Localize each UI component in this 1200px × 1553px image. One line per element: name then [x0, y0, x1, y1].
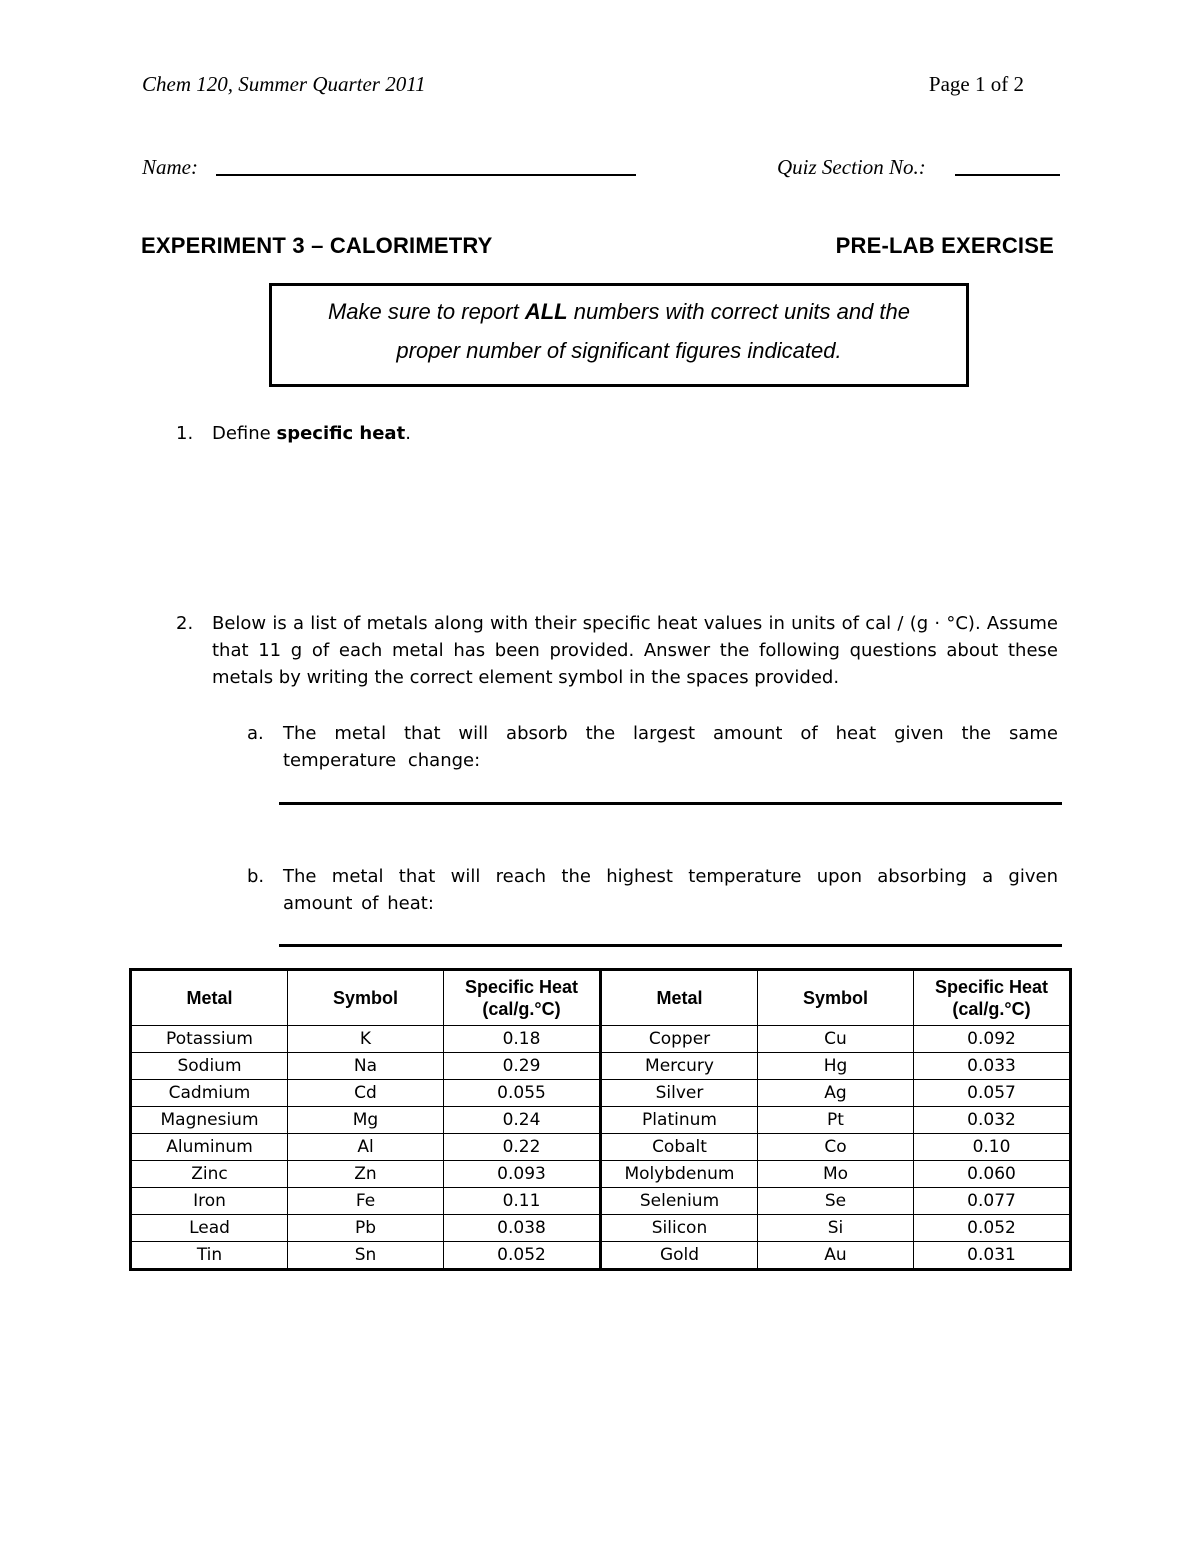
- metal-cell: Iron: [131, 1188, 288, 1215]
- specific-heat-cell: 0.055: [444, 1080, 601, 1107]
- header-heat-left: Specific Heat (cal/g.°C): [444, 970, 601, 1026]
- answer-2a-line[interactable]: [279, 802, 1062, 805]
- table-row: [131, 1053, 1071, 1080]
- quiz-section-field[interactable]: [955, 174, 1060, 176]
- metal-cell: Cadmium: [131, 1080, 288, 1107]
- symbol-cell: Au: [758, 1242, 914, 1270]
- symbol-cell: Na: [288, 1053, 444, 1080]
- specific-heat-cell: 0.057: [914, 1080, 1071, 1107]
- symbol-cell: Al: [288, 1134, 444, 1161]
- specific-heat-table: [129, 968, 1072, 1271]
- notice-line-1: Make sure to report ALL numbers with correct units and the: [327, 299, 911, 324]
- specific-heat-cell: 0.29: [444, 1053, 601, 1080]
- specific-heat-cell: 0.033: [914, 1053, 1071, 1080]
- header-metal-left: Metal: [131, 970, 288, 1026]
- question-1-number: 1.: [176, 423, 194, 444]
- metal-cell: Zinc: [131, 1161, 288, 1188]
- specific-heat-cell: 0.093: [444, 1161, 601, 1188]
- notice-box: [269, 283, 969, 387]
- table-row: [131, 1026, 1071, 1053]
- question-2a-text: The metal that will absorb the largest amount of heat given the same temperature change:: [283, 723, 1058, 771]
- metal-cell: Silicon: [601, 1215, 758, 1242]
- symbol-cell: Pt: [758, 1107, 914, 1134]
- metal-cell: Copper: [601, 1026, 758, 1053]
- question-2-number: 2.: [176, 613, 194, 634]
- notice-line-2: proper number of significant figures indicated.: [396, 338, 842, 363]
- specific-heat-cell: 0.031: [914, 1242, 1071, 1270]
- specific-heat-cell: 0.24: [444, 1107, 601, 1134]
- table-row: [131, 1161, 1071, 1188]
- prelab-title: PRE-LAB EXERCISE: [835, 233, 1054, 258]
- specific-heat-cell: 0.11: [444, 1188, 601, 1215]
- symbol-cell: Pb: [288, 1215, 444, 1242]
- metal-cell: Potassium: [131, 1026, 288, 1053]
- symbol-cell: Se: [758, 1188, 914, 1215]
- symbol-cell: Hg: [758, 1053, 914, 1080]
- metal-cell: Platinum: [601, 1107, 758, 1134]
- specific-heat-cell: 0.052: [444, 1242, 601, 1270]
- question-2b-label: b.: [247, 866, 265, 887]
- header-metal-right: Metal: [601, 970, 758, 1026]
- experiment-title: EXPERIMENT 3 – CALORIMETRY: [141, 233, 493, 258]
- metal-cell: Silver: [601, 1080, 758, 1107]
- header-symbol-left: Symbol: [288, 970, 444, 1026]
- symbol-cell: Co: [758, 1134, 914, 1161]
- table-row: [131, 1188, 1071, 1215]
- table-row: [131, 1107, 1071, 1134]
- symbol-cell: Si: [758, 1215, 914, 1242]
- metal-cell: Magnesium: [131, 1107, 288, 1134]
- name-label: Name:: [142, 155, 198, 179]
- specific-heat-cell: 0.18: [444, 1026, 601, 1053]
- symbol-cell: Ag: [758, 1080, 914, 1107]
- metal-cell: Mercury: [601, 1053, 758, 1080]
- table-row: [131, 1215, 1071, 1242]
- page-number: Page 1 of 2: [928, 72, 1024, 96]
- course-header: Chem 120, Summer Quarter 2011: [142, 72, 426, 96]
- symbol-cell: Cu: [758, 1026, 914, 1053]
- question-2-text: Below is a list of metals along with their specific heat values in units of cal / (g · °C). Assume that 11 g of each metal has been provided. Answer the following questions about these metals by writing the correct element symbol in the spaces provided.: [212, 613, 1058, 688]
- answer-2b-line[interactable]: [279, 944, 1062, 947]
- table-row: [131, 1134, 1071, 1161]
- metal-cell: Molybdenum: [601, 1161, 758, 1188]
- question-2a-label: a.: [247, 723, 264, 744]
- symbol-cell: Zn: [288, 1161, 444, 1188]
- specific-heat-cell: 0.092: [914, 1026, 1071, 1053]
- header-heat-right: Specific Heat (cal/g.°C): [914, 970, 1071, 1026]
- specific-heat-cell: 0.22: [444, 1134, 601, 1161]
- specific-heat-cell: 0.052: [914, 1215, 1071, 1242]
- specific-heat-cell: 0.032: [914, 1107, 1071, 1134]
- table-row: [131, 1080, 1071, 1107]
- table-row: [131, 1242, 1071, 1270]
- specific-heat-cell: 0.038: [444, 1215, 601, 1242]
- table-header-row: [131, 970, 1071, 1026]
- question-2b-text: The metal that will reach the highest temperature upon absorbing a given amount of heat:: [283, 866, 1058, 914]
- specific-heat-cell: 0.10: [914, 1134, 1071, 1161]
- symbol-cell: K: [288, 1026, 444, 1053]
- quiz-section-label: Quiz Section No.:: [777, 155, 926, 179]
- header-symbol-right: Symbol: [758, 970, 914, 1026]
- specific-heat-cell: 0.077: [914, 1188, 1071, 1215]
- symbol-cell: Mg: [288, 1107, 444, 1134]
- metal-cell: Gold: [601, 1242, 758, 1270]
- metal-cell: Sodium: [131, 1053, 288, 1080]
- metal-cell: Cobalt: [601, 1134, 758, 1161]
- name-field[interactable]: [216, 174, 636, 176]
- symbol-cell: Fe: [288, 1188, 444, 1215]
- symbol-cell: Mo: [758, 1161, 914, 1188]
- specific-heat-cell: 0.060: [914, 1161, 1071, 1188]
- question-1-text: Define specific heat.: [212, 423, 411, 444]
- metal-cell: Aluminum: [131, 1134, 288, 1161]
- symbol-cell: Sn: [288, 1242, 444, 1270]
- metal-cell: Tin: [131, 1242, 288, 1270]
- metal-cell: Lead: [131, 1215, 288, 1242]
- metal-cell: Selenium: [601, 1188, 758, 1215]
- symbol-cell: Cd: [288, 1080, 444, 1107]
